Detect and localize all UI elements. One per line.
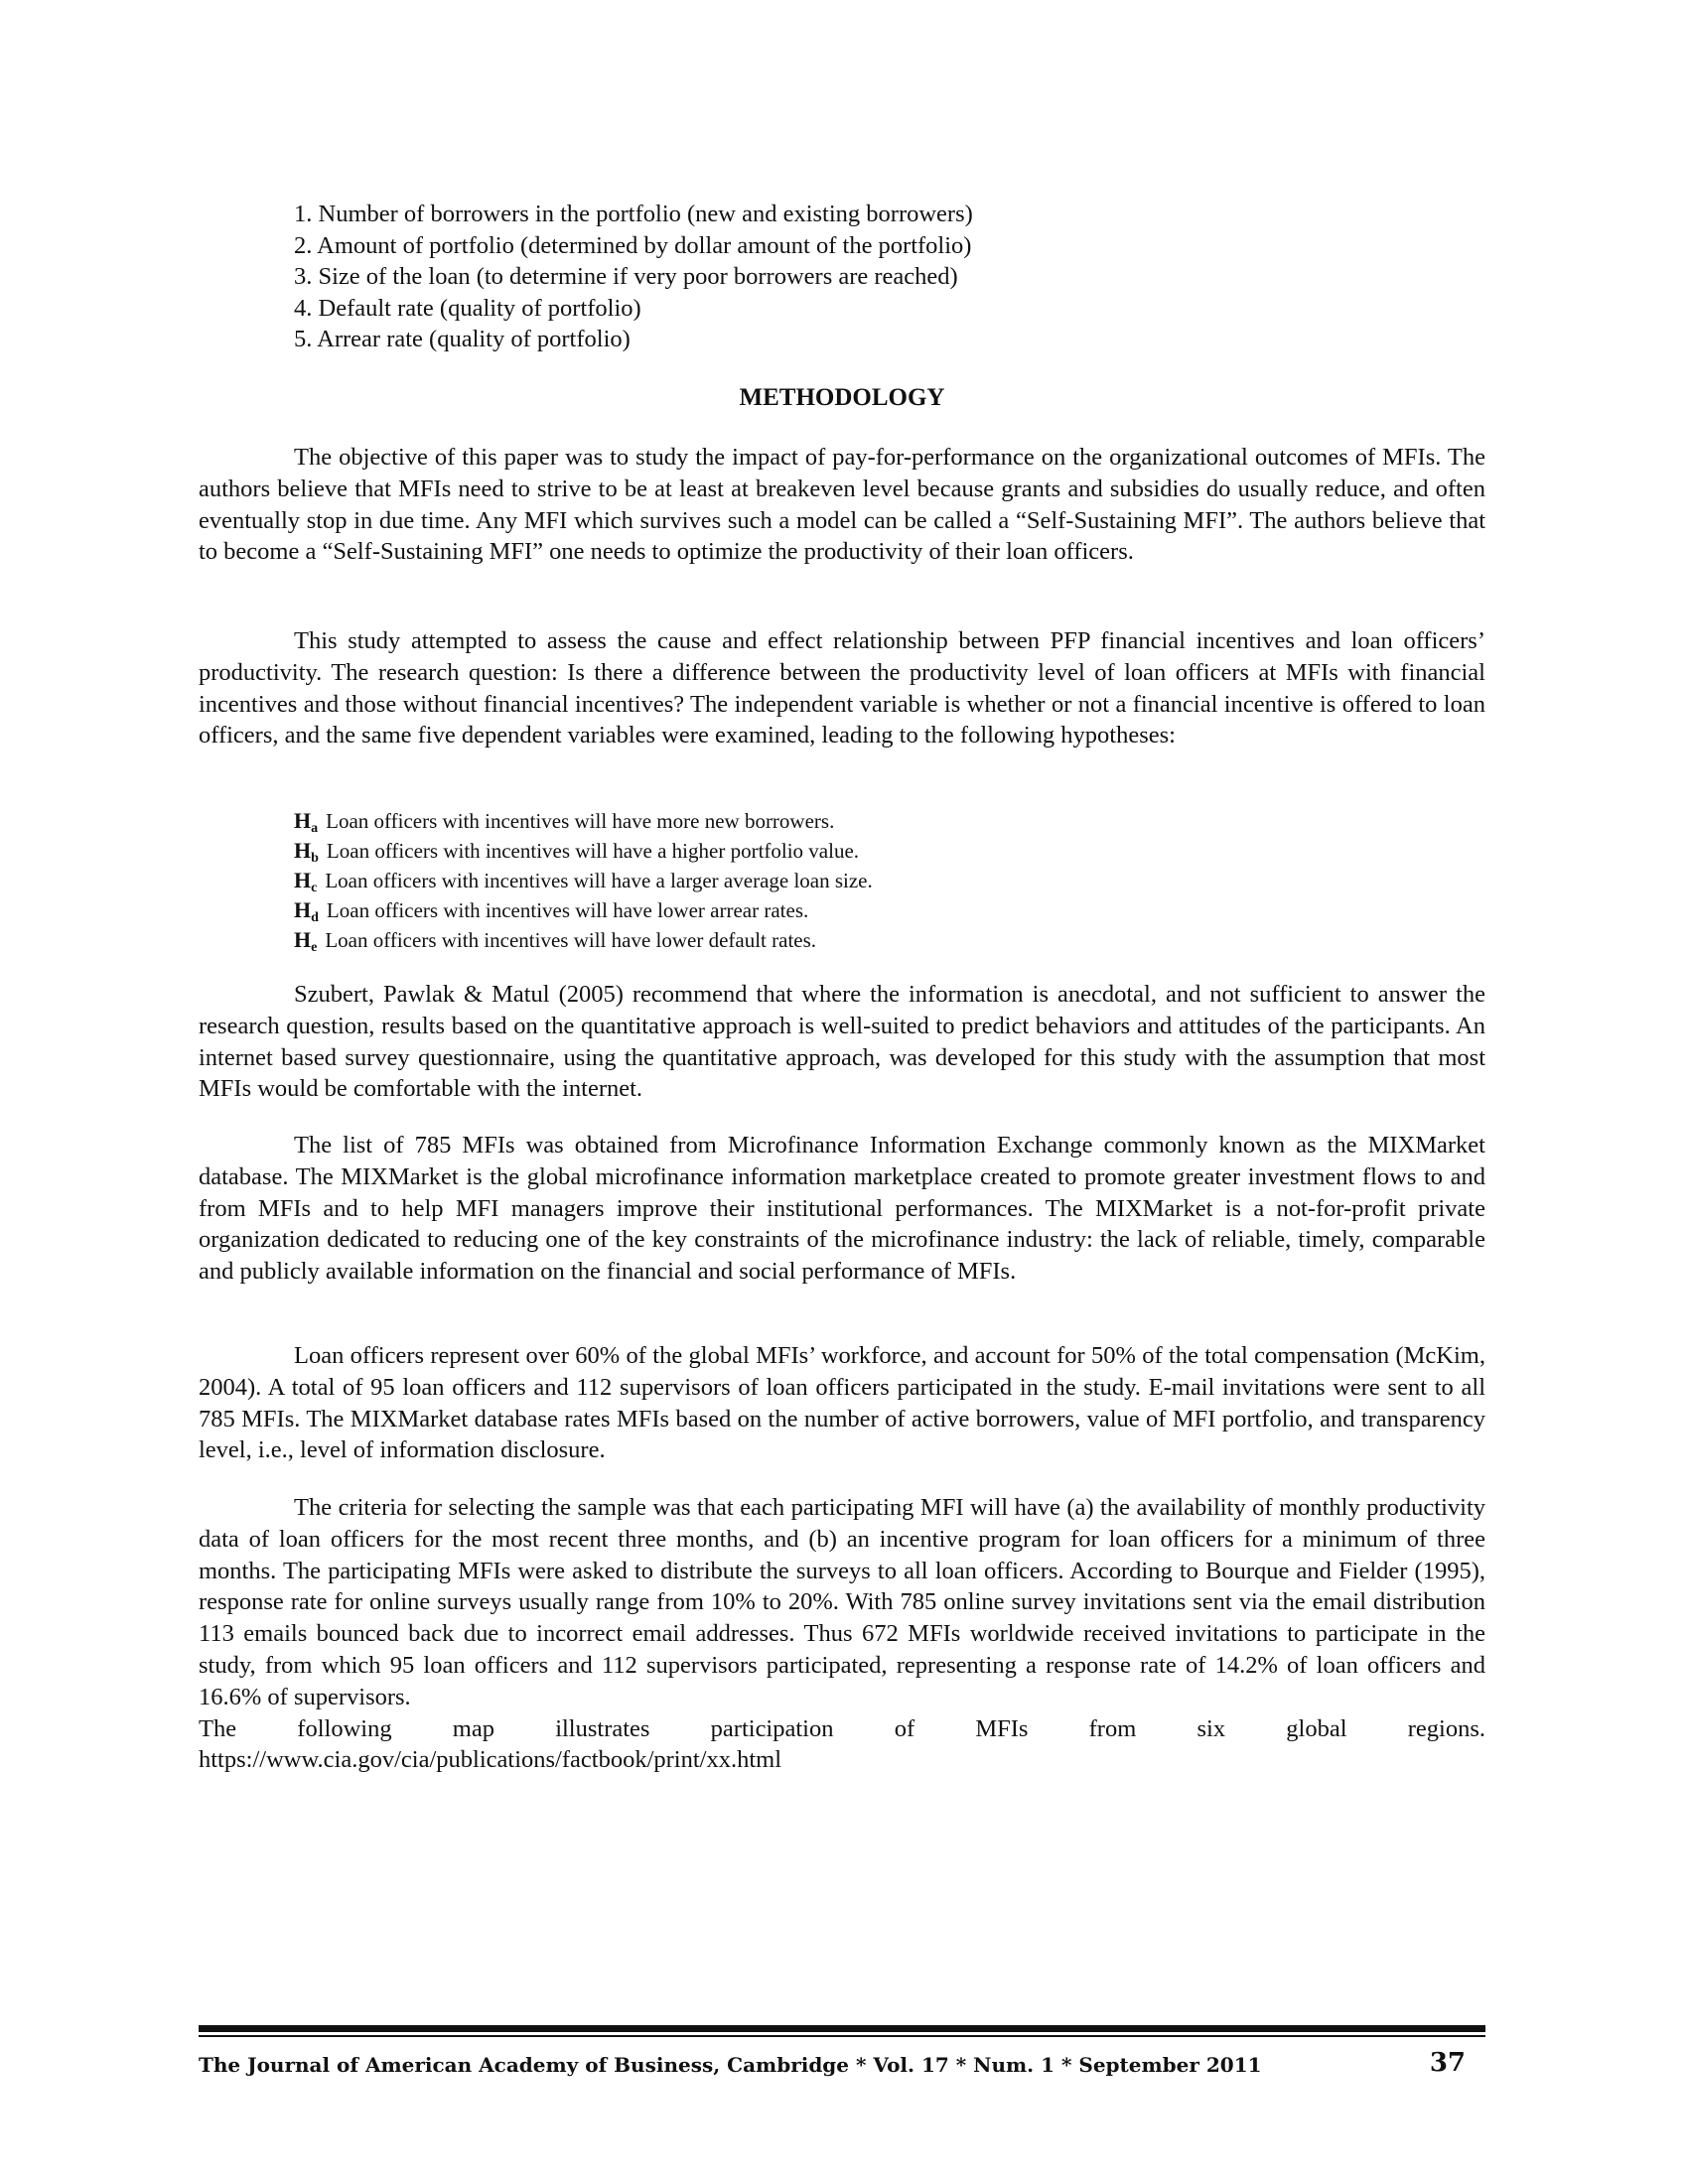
paragraph-objective: The objective of this paper was to study the impact of pay-for-performance on the organizational outcomes of MFIs. The authors believe that MFIs need to strive to be at least at breakeven level because grants and subsidies do usually reduce, and often eventually stop in due time. Any MFI which survives such a model can be called a “Self-Sustaining MFI”. The authors believe that to become a “Self-Sustaining MFI” one needs to optimize the productivity of their loan officers.	[199, 444, 1485, 566]
hypothesis-text: Loan officers with incentives will have more new borrowers.	[326, 809, 835, 833]
paragraph-approach: Szubert, Pawlak & Matul (2005) recommend that where the information is anecdotal, and not sufficient to answer the research question, results based on the quantitative approach is well-suited to predict behaviors and attitudes of the participants. An internet based survey questionnaire, using the quantitative approach, was developed for this study with the assumption that most MFIs would be comfortable with the internet.	[199, 981, 1485, 1103]
hypothesis-subscript: b	[311, 851, 319, 866]
source-url: https://www.cia.gov/cia/publications/factbook/print/xx.html	[199, 1746, 781, 1774]
list-item: 3. Size of the loan (to determine if very poor borrowers are reached)	[294, 263, 958, 290]
hypothesis-item	[294, 895, 1287, 925]
dependent-variables-list	[294, 199, 1485, 355]
list-item: 1. Number of borrowers in the portfolio (new and existing borrowers)	[294, 201, 973, 227]
hypothesis-letter: H	[294, 838, 312, 863]
paragraph-sample-criteria	[199, 1492, 1485, 1776]
paragraph-sample-text: The criteria for selecting the sample was that each participating MFI will have (a) the availability of monthly productivity data of loan officers for the most recent three months, and (b) an incentive program for loan officers for a minimum of three months. The participating MFIs were asked to distribute the surveys to all loan officers. According to Bourque and Fielder (1995), response rate for online surveys usually range from 10% to 20%. With 785 online survey invitations sent via the email distribution 113 emails bounced back due to incorrect email addresses. Thus 672 MFIs worldwide received invitations to participate in the study, from which 95 loan officers and 112 supervisors participated, representing a response rate of 14.2% of loan officers and 16.6% of supervisors.	[199, 1494, 1485, 1710]
hypothesis-text: Loan officers with incentives will have lower default rates.	[325, 928, 817, 952]
hypothesis-item	[294, 866, 1287, 895]
hypothesis-subscript: e	[311, 940, 318, 955]
hypothesis-text: Loan officers with incentives will have lower arrear rates.	[326, 898, 809, 922]
list-item: 4. Default rate (quality of portfolio)	[294, 294, 641, 322]
hypothesis-subscript: a	[311, 821, 319, 836]
hypothesis-item	[294, 925, 1287, 955]
journal-citation: The Journal of American Academy of Business, Cambridge * Vol. 17 * Num. 1 * September 2011	[199, 2053, 1262, 2077]
hypothesis-item	[294, 836, 1287, 866]
paragraph-research-question: This study attempted to assess the cause and effect relationship between PFP financial incentives and loan officers’ productivity. The research question: Is there a difference between the productivity level of loan officers at MFIs with financial incentives and those without financial incentives? The independent variable is whether or not a financial incentive is offered to loan officers, and the same five dependent variables were examined, leading to the following hypotheses:	[199, 627, 1485, 750]
list-item: 5. Arrear rate (quality of portfolio)	[294, 326, 631, 352]
paragraph-mixmarket: The list of 785 MFIs was obtained from Microfinance Information Exchange commonly known as the MIXMarket database. The MIXMarket is the global microfinance information marketplace created to promote greater investment flows to and from MFIs and to help MFI managers improve their institutional performances. The MIXMarket is a not-for-profit private organization dedicated to reducing one of the key constraints of the microfinance industry: the lack of reliable, timely, comparable and publicly available information on the financial and social performance of MFIs.	[199, 1132, 1485, 1286]
page-number: 37	[1429, 2048, 1466, 2078]
hypothesis-letter: H	[294, 868, 312, 892]
hypotheses-list	[294, 806, 1287, 955]
hypothesis-text: Loan officers with incentives will have a higher portfolio value.	[326, 839, 860, 863]
hypothesis-letter: H	[294, 927, 312, 952]
hypothesis-item	[294, 806, 1287, 836]
paragraph-participants: Loan officers represent over 60% of the global MFIs’ workforce, and account for 50% of the total compensation (McKim, 2004). A total of 95 loan officers and 112 supervisors of loan officers participated in the study. E-mail invitations were sent to all 785 MFIs. The MIXMarket database rates MFIs based on the number of active borrowers, value of MFI portfolio, and transparency level, i.e., level of information disclosure.	[199, 1342, 1485, 1464]
section-heading: METHODOLOGY	[739, 384, 945, 411]
footer-rule-thick	[199, 2025, 1485, 2032]
paragraph-map-sentence: The following map illustrates participation of MFIs from six global regions.	[199, 1714, 1485, 1742]
hypothesis-letter: H	[294, 897, 312, 922]
list-item: 2. Amount of portfolio (determined by dollar amount of the portfolio)	[294, 231, 972, 259]
hypothesis-subscript: d	[311, 910, 319, 925]
hypothesis-subscript: c	[311, 881, 318, 895]
hypothesis-letter: H	[294, 808, 312, 833]
footer-rule-thin	[199, 2035, 1485, 2037]
hypothesis-text: Loan officers with incentives will have a larger average loan size.	[325, 869, 873, 892]
